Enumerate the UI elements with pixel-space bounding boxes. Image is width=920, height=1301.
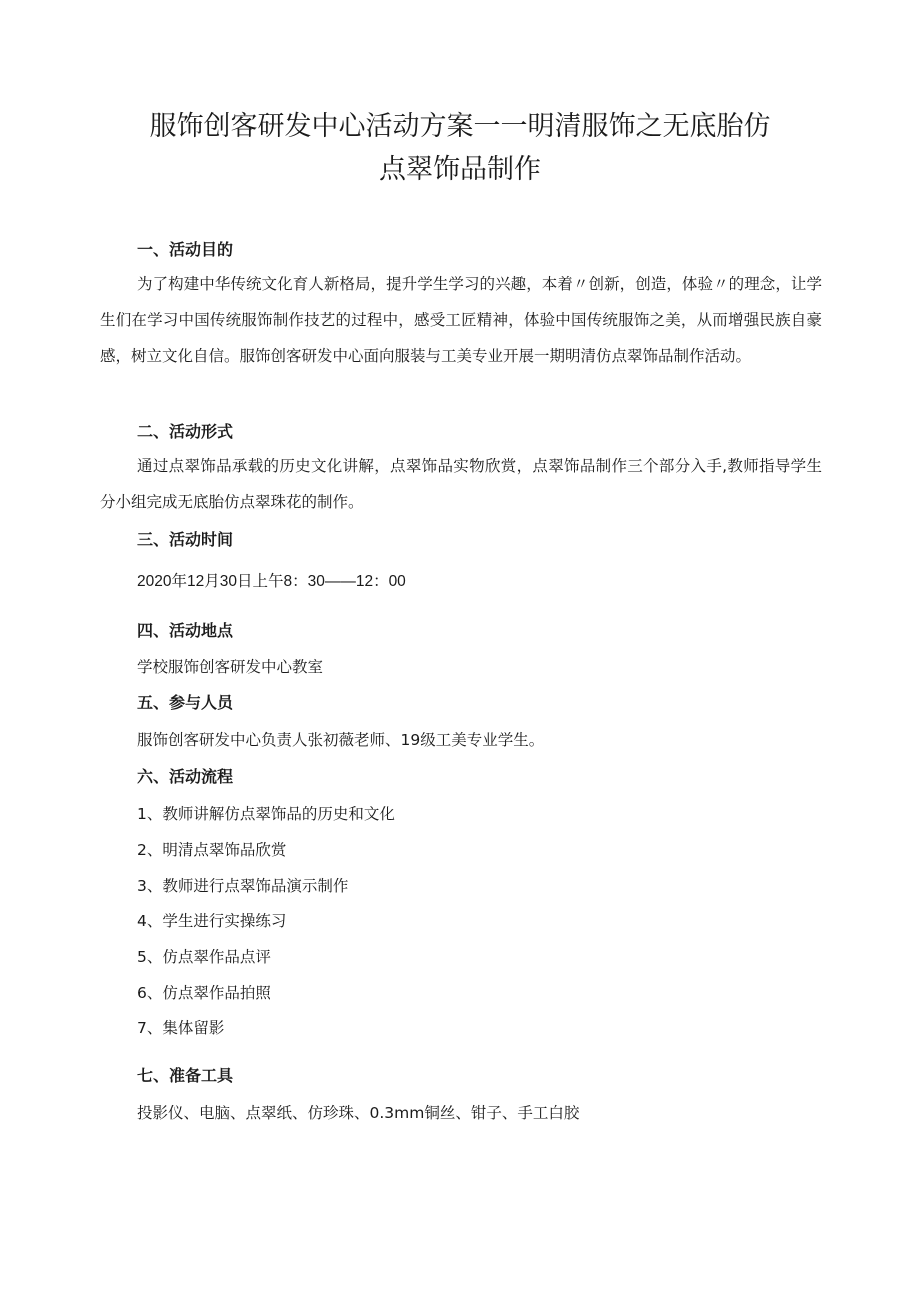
process-list-item: 2、明清点翠饰品欣赏 (137, 841, 287, 859)
section-heading-purpose: 一、活动目的 (137, 240, 234, 259)
page-title-line-1: 服饰创客研发中心活动方案一一明清服饰之无底胎仿 (149, 111, 771, 142)
section-heading-time: 三、活动时间 (137, 530, 234, 549)
section-heading-process: 六、活动流程 (137, 767, 234, 786)
process-list-item: 4、学生进行实操练习 (137, 912, 287, 930)
section-heading-tools: 七、准备工具 (137, 1066, 234, 1085)
section-text-purpose: 为了构建中华传统文化育人新格局，提升学生学习的兴趣，本着〃创新，创造，体验〃的理念，让学生们在学习中国传统服饰制作技艺的过程中，感受工匠精神，体验中国传统服饰之美，从而增强民族自豪感，树立文化自信。服饰创客研发中心面向服装与工美专业开展一期明清仿点翠饰品制作活动。 (100, 275, 822, 365)
section-heading-form: 二、活动形式 (137, 422, 234, 441)
section-text-time: 2020年12月30日上午8：30——12：00 (137, 573, 406, 590)
section-text-tools: 投影仪、电脑、点翠纸、仿珍珠、0.3mm铜丝、钳子、手工白胶 (137, 1104, 580, 1122)
section-text-place: 学校服饰创客研发中心教室 (137, 658, 324, 676)
page-title-line-2: 点翠饰品制作 (379, 154, 541, 185)
section-text-form: 通过点翠饰品承载的历史文化讲解，点翠饰品实物欣赏，点翠饰品制作三个部分入手,教师指导学生分小组完成无底胎仿点翠珠花的制作。 (100, 457, 822, 511)
section-heading-participants: 五、参与人员 (137, 693, 234, 712)
section-text-participants: 服饰创客研发中心负责人张初薇老师、19级工美专业学生。 (137, 731, 545, 749)
section-heading-place: 四、活动地点 (137, 621, 234, 640)
process-list-item: 5、仿点翠作品点评 (137, 948, 271, 966)
process-list-item: 6、仿点翠作品拍照 (137, 984, 271, 1002)
process-list-item: 3、教师进行点翠饰品演示制作 (137, 877, 349, 895)
process-list-item: 1、教师讲解仿点翠饰品的历史和文化 (137, 805, 395, 823)
process-list-item: 7、集体留影 (137, 1019, 225, 1037)
